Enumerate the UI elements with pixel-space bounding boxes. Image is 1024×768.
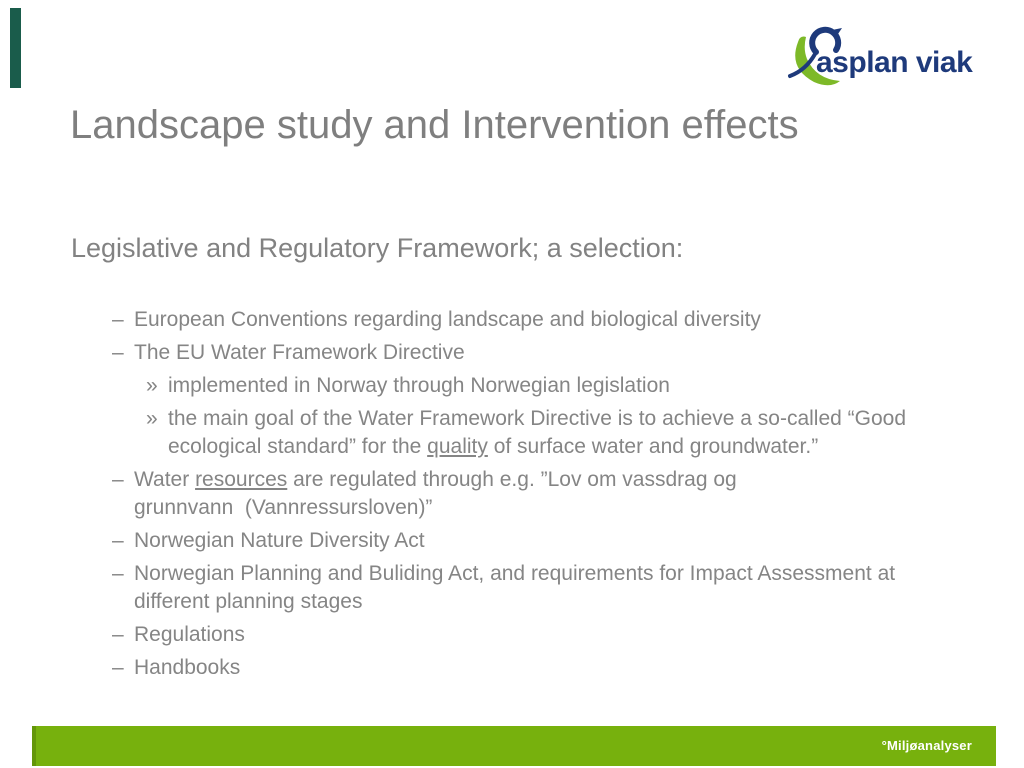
- slide-title: Landscape study and Intervention effects: [70, 103, 799, 147]
- footer-bar: [32, 726, 996, 766]
- bullet-text: Regulations: [134, 623, 245, 646]
- bullet-marker: »: [146, 374, 158, 397]
- bullet-item: [112, 339, 1014, 367]
- bullet-marker: –: [112, 308, 124, 331]
- bullet-text: Handbooks: [134, 656, 241, 679]
- bullet-marker: –: [112, 468, 124, 491]
- bullet-item: [112, 654, 1014, 682]
- bullet-marker: –: [112, 656, 124, 679]
- footer-bar-edge: [32, 726, 36, 766]
- bullet-item: [112, 621, 1014, 649]
- bullet-item: [146, 372, 1014, 400]
- bullet-text: implemented in Norway through Norwegian legislation: [168, 374, 670, 397]
- bullet-marker: –: [112, 341, 124, 364]
- bullet-marker: »: [146, 407, 158, 430]
- bullet-text: The EU Water Framework Directive: [134, 341, 465, 364]
- bullet-text: Norwegian Planning and Buliding Act, and requirements for Impact Assessment at different planning stages: [134, 562, 896, 613]
- bullet-marker: –: [112, 562, 124, 585]
- bullet-item: [112, 527, 1014, 555]
- bullet-item: [112, 306, 1014, 334]
- bullet-text: the main goal of the Water Framework Directive is to achieve a so-called “Good ecological standard” for the quality of surface water and groundwater.”: [168, 407, 907, 458]
- bullet-text: Norwegian Nature Diversity Act: [134, 529, 425, 552]
- slide-subtitle: Legislative and Regulatory Framework; a selection:: [71, 233, 684, 263]
- bullet-item: [112, 466, 1014, 522]
- bullet-marker: –: [112, 623, 124, 646]
- logo-wordmark: asplan viak: [816, 46, 973, 79]
- bullet-item: [112, 560, 1014, 616]
- bullet-text: Water resources are regulated through e.g. ”Lov om vassdrag og grunnvann (Vannressursloven)”: [134, 468, 737, 519]
- bullet-text: European Conventions regarding landscape and biological diversity: [134, 308, 761, 331]
- bullet-marker: –: [112, 529, 124, 552]
- bullet-list: [0, 306, 1014, 687]
- footer-label: °Miljøanalyser: [881, 738, 972, 753]
- asplan-viak-logo: [786, 24, 1006, 90]
- top-left-accent-bar: [10, 8, 21, 88]
- bullet-item: [146, 405, 1014, 461]
